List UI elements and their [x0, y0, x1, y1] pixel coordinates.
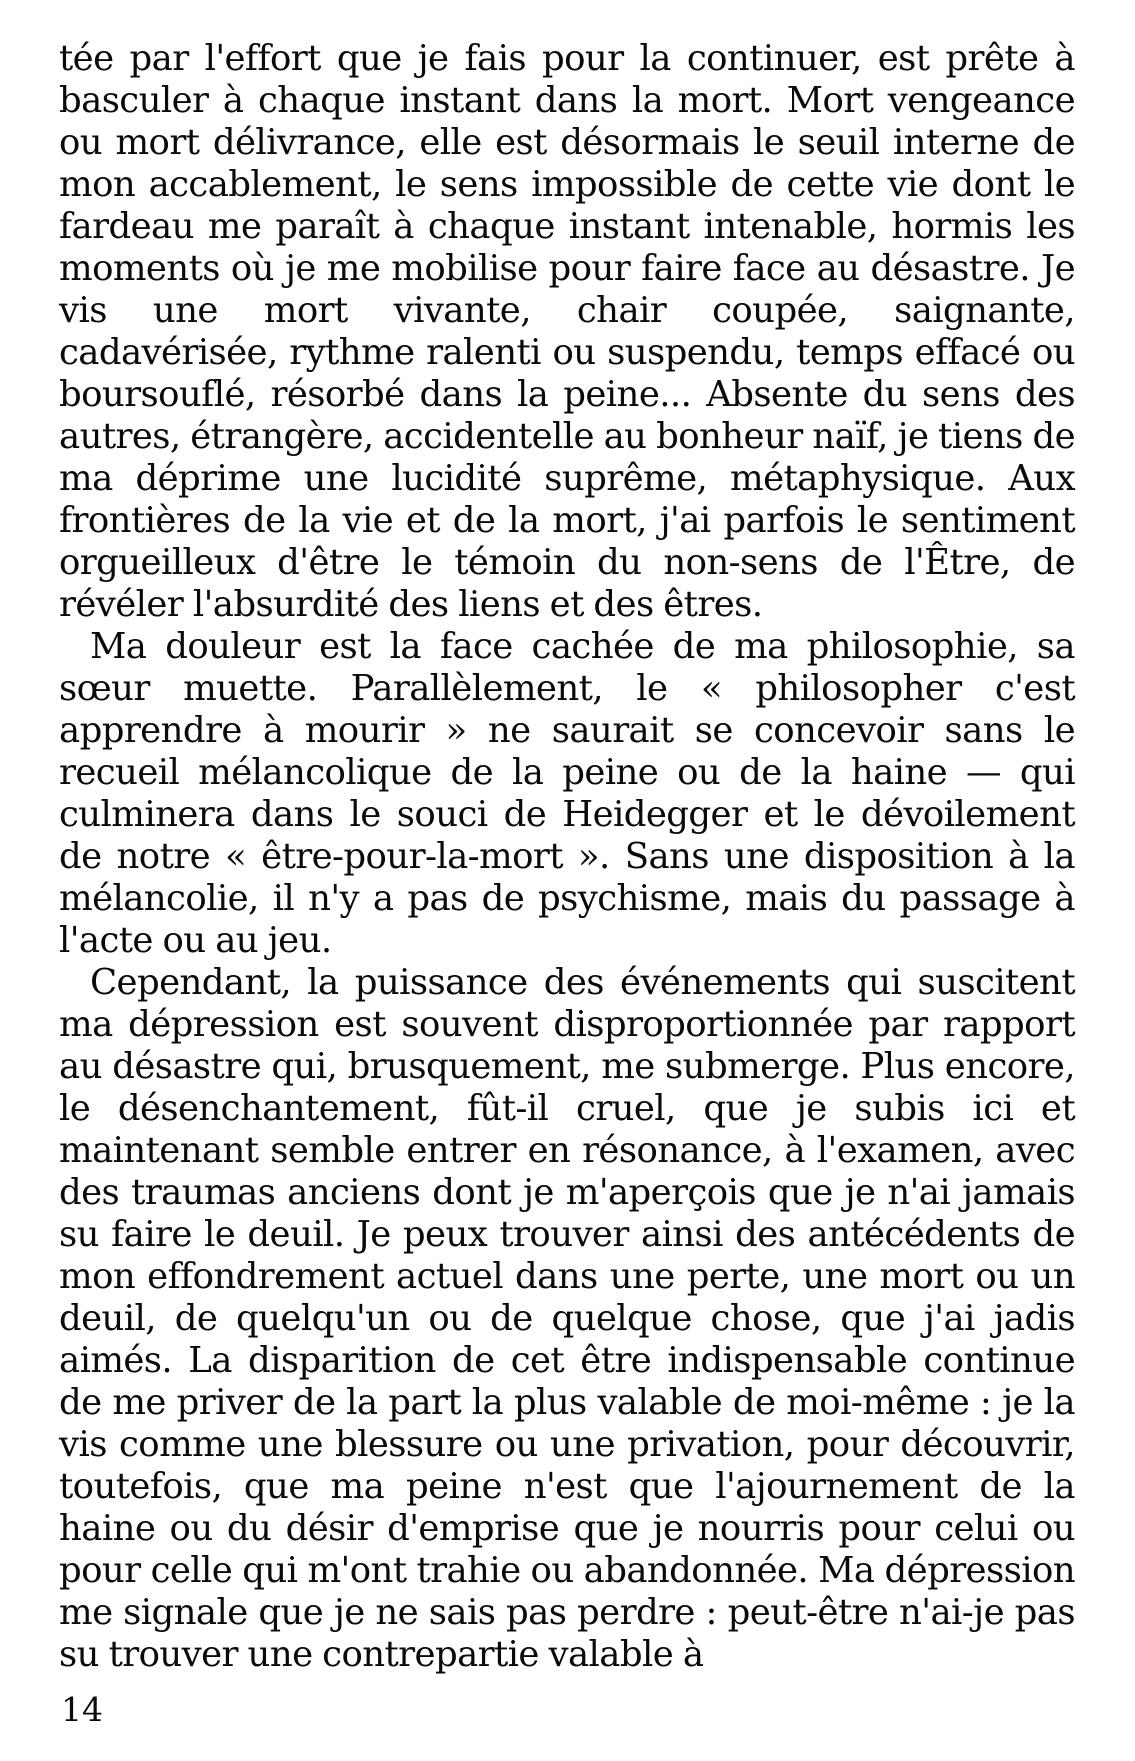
paragraph-2: Ma douleur est la face cachée de ma philosophie, sa sœur muette. Parallèlement, le « philosopher c'est apprendre à mourir » ne saurait se concevoir sans le recueil mélancolique de la peine ou de la haine — qui culminera dans le souci de Heidegger et le dévoilement de notre « être-pour-la-mort ». Sans une disposition à la mélancolie, il n'y a pas de psychisme, mais du passage à l'acte ou au jeu.	[59, 626, 1075, 961]
paragraph-1: tée par l'effort que je fais pour la continuer, est prête à basculer à chaque instant dans la mort. Mort vengeance ou mort délivrance, elle est désormais le seuil interne de mon accablement, le sens impossible de cette vie dont le fardeau me paraît à chaque instant intenable, hormis les moments où je me mobilise pour faire face au désastre. Je vis une mort vivante, chair coupée, saignante, cadavérisée, rythme ralenti ou suspendu, temps effacé ou boursouflé, résorbé dans la peine... Absente du sens des autres, étrangère, accidentelle au bonheur naïf, je tiens de ma déprime une lucidité suprême, métaphysique. Aux frontières de la vie et de la mort, j'ai parfois le sentiment orgueilleux d'être le témoin du non-sens de l'Être, de révéler l'absurdité des liens et des êtres.	[59, 38, 1075, 625]
paragraph-3: Cependant, la puissance des événements qui suscitent ma dépression est souvent disproportionnée par rapport au désastre qui, brusquement, me submerge. Plus encore, le désenchantement, fût-il cruel, que je subis ici et maintenant semble entrer en résonance, à l'examen, avec des traumas anciens dont je m'aperçois que je n'ai jamais su faire le deuil. Je peux trouver ainsi des antécédents de mon effondrement actuel dans une perte, une mort ou un deuil, de quelqu'un ou de quelque chose, que j'ai jadis aimés. La disparition de cet être indispensable continue de me priver de la part la plus valable de moi-même : je la vis comme une blessure ou une privation, pour découvrir, toutefois, que ma peine n'est que l'ajournement de la haine ou du désir d'emprise que je nourris pour celui ou pour celle qui m'ont trahie ou abandonnée. Ma dépression me signale que je ne sais pas perdre : peut-être n'ai-je pas su trouver une contrepartie valable à	[59, 962, 1075, 1675]
page-number: 14	[61, 1690, 103, 1729]
page-body	[59, 38, 1075, 1676]
